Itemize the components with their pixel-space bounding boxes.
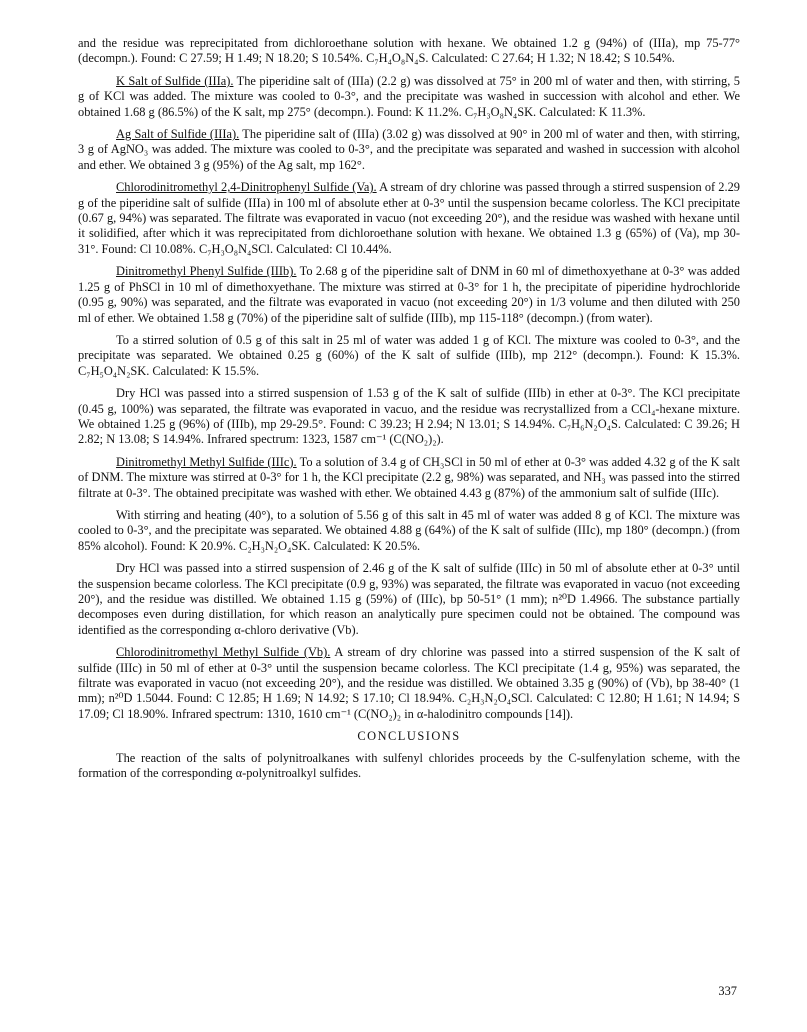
- paragraph-ag-salt-iiia: [78, 127, 740, 173]
- paragraph-text: A stream of dry chlorine was passed through a stirred suspension of 2.29 g of the piperidine salt of sulfide (IIIa) in 100 ml of absolute ether at 0-3° until the suspension became colorless. The KCl precipitate (0.67 g, 94%) was separated. The filtrate was evaporated in vacuo (not exceeding 20°), and the residue was washed with hexane until it solidified, after which it was reprecipitated from dichloroethane solution with hexane. We obtained 1.3 g (65%) of (Va), mp 30-31°. Found: Cl 10.08%. C₇H₃O₈N₄SCl. Calculated: Cl 10.44%.: [78, 180, 740, 256]
- conclusions-paragraph: [78, 751, 740, 782]
- section-title: Chlorodinitromethyl Methyl Sulfide (Vb).: [116, 645, 331, 660]
- paragraph-text: With stirring and heating (40°), to a solution of 5.56 g of this salt in 45 ml of water was added 8 g of KCl. The mixture was cooled to 0-3°, and the precipitate was separated. We obtained 4.88 g (64%) of the K salt of sulfide (IIIc), mp 180° (decompn.) (from 85% alcohol). Found: K 20.9%. C₂H₃N₂O₄SK. Calculated: K 20.5%.: [78, 507, 740, 553]
- paragraph-text: A stream of dry chlorine was passed into a stirred suspension of the K salt of sulfide (IIIc) in 50 ml of ether at 0-3° until the suspension became colorless. The KCl precipitate (1.4 g, 95%) was separated, the filtrate was evaporated in vacuo (not exceeding 20°), and the residue was distilled. We obtained 3.35 g (90%) of (Vb), bp 38-40° (1 mm); n²⁰D 1.5044. Found: C 12.85; H 1.69; N 14.92; S 17.10; Cl 18.94%. C₂H₃N₂O₄SCl. Calculated: C 12.80; H 1.61; N 14.94; S 17.09; Cl 18.90%. Infrared spectrum: 1310, 1610 cm⁻¹ (C(NO₂)₂ in α-halodinitro compounds [14]).: [78, 645, 740, 721]
- paragraph-text: To a solution of 3.4 g of CH₃SCl in 50 ml of ether at 0-3° was added 4.32 g of the K salt of DNM. The mixture was stirred at 0-3° for 1 h, the KCl precipitate (2.2 g, 98%) was separated, and NH₃ was passed into the stirred filtrate at 0-3°. The obtained precipitate was washed with ether. We obtained 4.43 g (87%) of the ammonium salt of sulfide (IIIc).: [78, 454, 741, 500]
- section-title: Chlorodinitromethyl 2,4-Dinitrophenyl Sulfide (Va).: [116, 180, 377, 195]
- paragraph-k-salt-iiib: [78, 333, 740, 379]
- paragraph-k-salt-iiia: [78, 74, 740, 120]
- paragraph-hcl-iiib: [78, 386, 740, 448]
- page-number: 337: [718, 984, 737, 998]
- paragraph-va: [78, 180, 740, 257]
- paragraph-text: To 2.68 g of the piperidine salt of DNM in 60 ml of dimethoxyethane at 0-3° was added 1.25 g of PhSCl in 10 ml of dimethoxyethane. The mixture was stirred at 0-3° for 1 h, the precipitate of piperidine hydrochloride (0.95 g, 90%) was separated, and the filtrate was evaporated in vacuo (not exceeding 20°) in 1/3 volume and then diluted with 250 ml of ether. We obtained 1.58 g (70%) of the piperidine salt of sulfide (IIIb), mp 115-118° (decompn.) (from water).: [78, 264, 740, 325]
- article-body: [78, 36, 740, 788]
- paragraph-text: and the residue was reprecipitated from dichloroethane solution with hexane. We obtained 1.2 g (94%) of (IIIa), mp 75-77° (decompn.). Found: C 27.59; H 1.49; N 18.20; S 10.54%. C₇H₄O₈N₄S. Calculated: C 27.64; H 1.32; N 18.42; S 10.54%.: [78, 36, 740, 66]
- paragraph-text: Dry HCl was passed into a stirred suspension of 2.46 g of the K salt of sulfide (IIIc) in 50 ml of absolute ether at 0-3° until the suspension became colorless. The KCl precipitate (0.9 g, 93%) was separated, the filtrate was evaporated in vacuo (not exceeding 20°), and the residue was distilled. We obtained 1.15 g (59%) of (IIIc), bp 50-51° (1 mm); n²⁰D 1.4966. The substance partially decomposes even during distillation, for which reason an analytically pure specimen could not be obtained. The compound was identified as the corresponding α-chloro derivative (Vb).: [78, 561, 740, 637]
- paragraph-k-salt-iiic: [78, 508, 740, 554]
- section-title: Dinitromethyl Methyl Sulfide (IIIc).: [116, 454, 297, 469]
- paragraph-text: Dry HCl was passed into a stirred suspension of 1.53 g of the K salt of sulfide (IIIb) in ether at 0-3°. The KCl precipitate (0.45 g, 100%) was separated, the filtrate was evaporated in vacuo, and the residue was recrystallized from a CCl₄-hexane mixture. We obtained 1.25 g (96%) of (IIIb), mp 29-29.5°. Found: C 39.23; H 2.94; N 13.01; S 14.94%. C₇H₆N₂O₄S. Calculated: C 39.26; H 2.82; N 13.08; S 14.94%. Infrared spectrum: 1323, 1587 cm⁻¹ (C(NO₂)₂).: [78, 386, 740, 447]
- section-title: K Salt of Sulfide (IIIa).: [116, 73, 234, 88]
- paragraph-vb: [78, 645, 740, 722]
- paragraph-text: The reaction of the salts of polynitroalkanes with sulfenyl chlorides proceeds by the C-sulfenylation scheme, with the formation of the corresponding α-polynitroalkyl sulfides.: [78, 750, 740, 781]
- paragraph-text: The piperidine salt of (IIIa) (3.02 g) was dissolved at 90° in 200 ml of water and then, with stirring, 3 g of AgNO₃ was added. The mixture was cooled to 0-3°, and the precipitate was separated and washed in succession with alcohol and ether. We obtained 3 g (95%) of the Ag salt, mp 162°.: [78, 127, 741, 172]
- paragraph-iiic: [78, 455, 740, 501]
- paragraph-text: The piperidine salt of (IIIa) (2.2 g) was dissolved at 75° in 200 ml of water and then, with stirring, 5 g of KCl was added. The mixture was cooled to 0-3°, and the precipitate was washed in succession with alcohol and ether. We obtained 1.68 g (86.5%) of the K salt, mp 275° (decompn.). Found: K 11.2%. C₇H₃O₈N₄SK. Calculated: K 11.3%.: [78, 73, 740, 119]
- paragraph-continuation: [78, 36, 740, 67]
- paragraph-hcl-iiic: [78, 561, 740, 638]
- section-title: Dinitromethyl Phenyl Sulfide (IIIb).: [116, 264, 297, 279]
- paragraph-iiib: [78, 264, 740, 326]
- section-title: Ag Salt of Sulfide (IIIa).: [116, 127, 240, 142]
- paragraph-text: To a stirred solution of 0.5 g of this salt in 25 ml of water was added 1 g of KCl. The mixture was cooled to 0-3°, and the precipitate was separated. We obtained 0.25 g (60%) of the K salt of sulfide (IIIb), mp 212° (decompn.). Found: K 15.3%. C₇H₅O₄N₂SK. Calculated: K 15.5%.: [78, 332, 740, 378]
- conclusions-heading: CONCLUSIONS: [357, 729, 461, 744]
